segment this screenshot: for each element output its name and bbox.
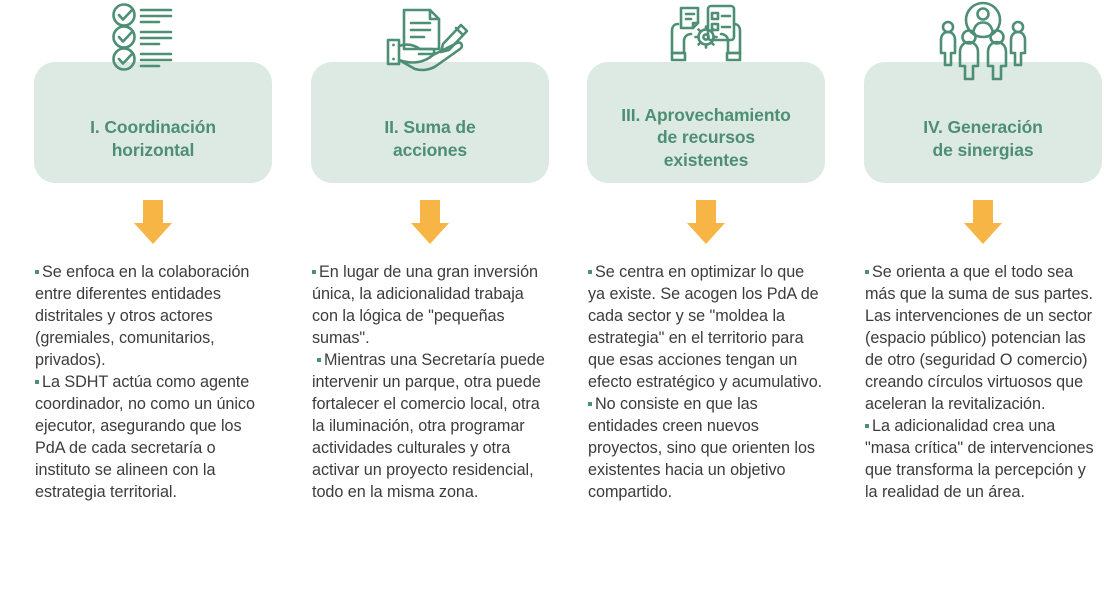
column-4 bbox=[858, 0, 1108, 592]
hands-holding-resources-gear-icon bbox=[581, 0, 831, 66]
card-4-title-line-2: de sinergias bbox=[932, 139, 1034, 160]
square-bullet-icon bbox=[35, 380, 39, 384]
column-3 bbox=[581, 0, 831, 592]
arrow-stem bbox=[143, 200, 163, 224]
card-4-title bbox=[876, 116, 1091, 161]
down-arrow-icon-2 bbox=[411, 200, 449, 244]
bullet-paragraph bbox=[588, 261, 824, 393]
card-4-title-line-1: IV. Generación bbox=[923, 117, 1043, 138]
bullet-paragraph bbox=[865, 415, 1101, 503]
paragraph-text: Se centra en optimizar lo que ya existe. Se acogen los PdA de cada sector y se "moldea la estrategia" en el territorio para que esas acciones tengan un efecto estratégico y acumulativo. bbox=[588, 263, 823, 392]
arrow-stem bbox=[696, 200, 716, 224]
square-bullet-icon bbox=[317, 358, 321, 362]
down-arrow-icon-1 bbox=[134, 200, 172, 244]
paragraph-text: La adicionalidad crea una "masa crítica" de intervenciones que transforma la percepción y la realidad de un área. bbox=[865, 417, 1094, 502]
card-3-title-line-1: III. Aprovechamiento bbox=[621, 104, 791, 125]
column-1-body bbox=[35, 261, 271, 503]
bullet-paragraph bbox=[865, 261, 1101, 415]
square-bullet-icon bbox=[312, 270, 316, 274]
arrow-stem bbox=[420, 200, 440, 224]
card-3-title-line-2: de recursos bbox=[656, 127, 756, 148]
square-bullet-icon bbox=[588, 402, 592, 406]
hand-holding-document-pencil-icon bbox=[305, 0, 555, 66]
paragraph-text: Se orienta a que el todo sea más que la suma de sus partes. Las intervenciones de un sector (espacio público) potencian las de otro (seguridad O comercio) creando círculos virtuosos que aceleran la revitalización. bbox=[865, 263, 1093, 414]
arrow-head bbox=[964, 223, 1002, 244]
bullet-paragraph bbox=[35, 261, 271, 371]
arrow-wrap-4 bbox=[858, 183, 1108, 261]
square-bullet-icon bbox=[35, 270, 39, 274]
down-arrow-icon-3 bbox=[687, 200, 725, 244]
arrow-head bbox=[411, 223, 449, 244]
column-2 bbox=[305, 0, 555, 592]
group-of-people-icon bbox=[858, 0, 1108, 66]
column-1 bbox=[28, 0, 278, 592]
card-1-title-line-1: I. Coordinación bbox=[90, 117, 216, 138]
square-bullet-icon bbox=[865, 424, 869, 428]
paragraph-text: No consiste en que las entidades creen nuevos proyectos, sino que orienten los existentes hacia un objetivo compartido. bbox=[588, 395, 815, 502]
card-2[interactable] bbox=[311, 62, 549, 183]
square-bullet-icon bbox=[588, 270, 592, 274]
square-bullet-icon bbox=[865, 270, 869, 274]
column-2-body bbox=[312, 261, 548, 503]
checklist-icon bbox=[28, 0, 278, 66]
paragraph-text: La SDHT actúa como agente coordinador, no como un único ejecutor, asegurando que los PdA de cada secretaría o instituto se alineen con la estrategia territorial. bbox=[35, 373, 255, 502]
arrow-head bbox=[687, 223, 725, 244]
down-arrow-icon-4 bbox=[964, 200, 1002, 244]
column-4-body bbox=[865, 261, 1101, 503]
arrow-wrap-2 bbox=[305, 183, 555, 261]
column-3-body bbox=[588, 261, 824, 503]
arrow-head bbox=[134, 223, 172, 244]
bullet-paragraph bbox=[312, 349, 548, 503]
card-4[interactable] bbox=[864, 62, 1102, 183]
card-3-title bbox=[599, 104, 814, 171]
bullet-paragraph bbox=[588, 393, 824, 503]
card-3[interactable] bbox=[587, 62, 825, 183]
card-2-title-line-1: II. Suma de bbox=[384, 117, 476, 138]
bullet-paragraph bbox=[312, 261, 548, 349]
card-1-title-line-2: horizontal bbox=[111, 139, 195, 160]
paragraph-text: Mientras una Secretaría puede intervenir un parque, otra puede fortalecer el comercio local, otra la iluminación, otra programar actividades culturales y otra activar un proyecto residencial, todo en la misma zona. bbox=[312, 351, 545, 502]
arrow-wrap-3 bbox=[581, 183, 831, 261]
paragraph-text: En lugar de una gran inversión única, la adicionalidad trabaja con la lógica de "pequeñas sumas". bbox=[312, 263, 538, 348]
bullet-paragraph bbox=[35, 371, 271, 503]
card-1[interactable] bbox=[34, 62, 272, 183]
card-1-title bbox=[46, 116, 261, 161]
card-3-title-line-3: existentes bbox=[663, 149, 749, 170]
card-2-title bbox=[323, 116, 538, 161]
card-2-title-line-2: acciones bbox=[392, 139, 468, 160]
arrow-wrap-1 bbox=[28, 183, 278, 261]
paragraph-text: Se enfoca en la colaboración entre diferentes entidades distritales y otros actores (gremiales, comunitarios, privados). bbox=[35, 263, 250, 370]
arrow-stem bbox=[973, 200, 993, 224]
